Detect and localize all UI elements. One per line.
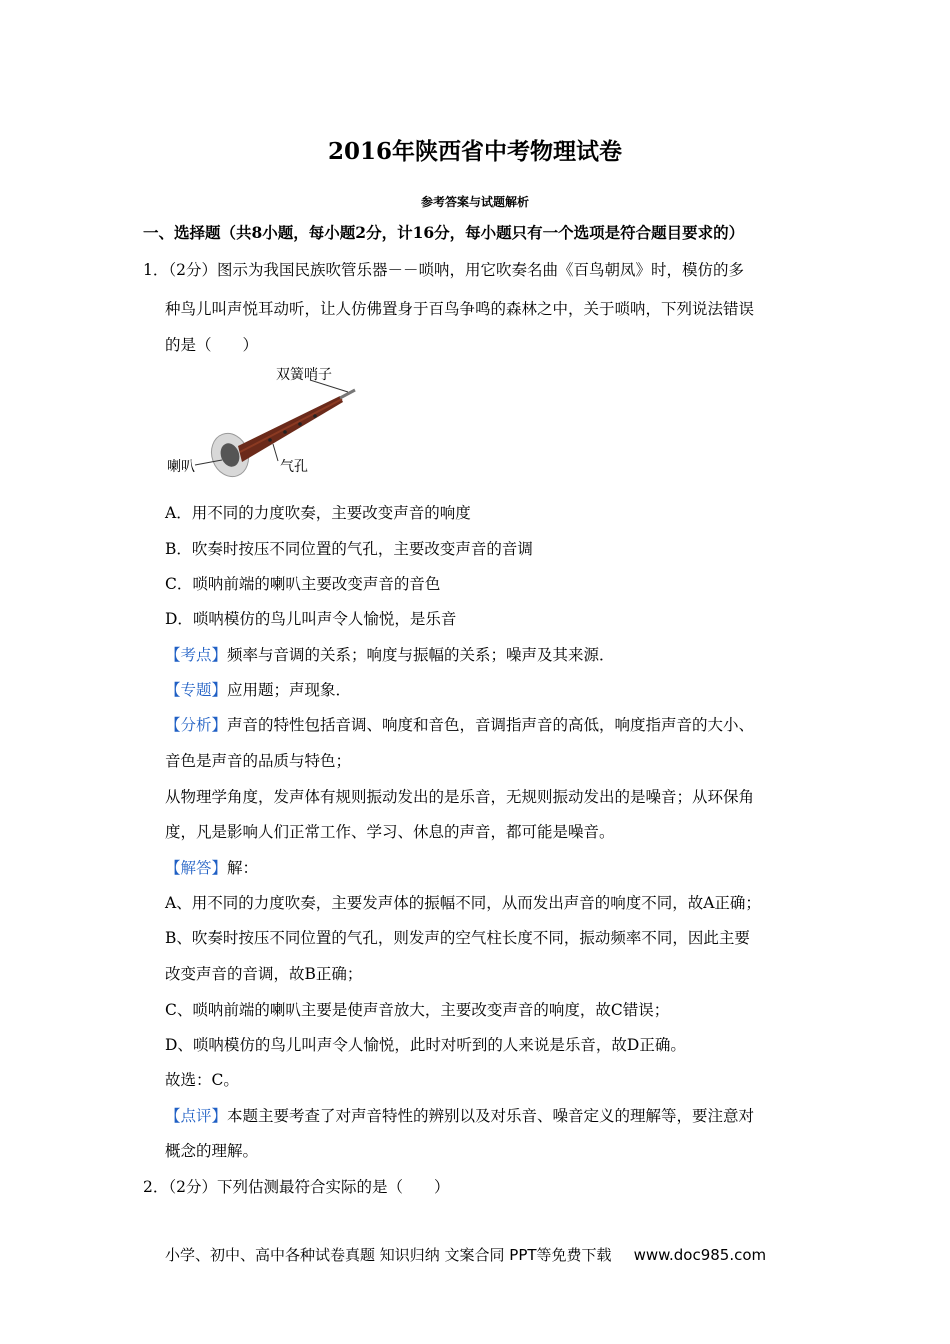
kaodian-row <box>165 643 615 665</box>
page-title: 2016年陕西省中考物理试卷 <box>327 138 622 165</box>
fenxi-line4: 度，凡是影响人们正常工作、学习、休息的声音，都可能是噪音。 <box>165 823 615 841</box>
answer-d: D、唢呐模仿的鸟儿叫声令人愉悦，此时对听到的人来说是乐音，故D正确。 <box>165 1036 686 1054</box>
jieda-text: 解： <box>227 859 259 877</box>
footer-text: 小学、初中、高中各种试卷真题 知识归纳 文案合同 PPT等免费下载 <box>165 1246 612 1264</box>
zhuanti-tag: 【专题】 <box>165 681 228 699</box>
footer <box>165 1244 766 1265</box>
dianping-tag: 【点评】 <box>165 1107 228 1125</box>
answer-choice: 故选：C。 <box>165 1071 239 1089</box>
kaodian-tag: 【考点】 <box>165 646 228 664</box>
answer-a: A、用不同的力度吹奏，主要发声体的振幅不同，从而发出声音的响度不同，故A正确； <box>165 894 761 912</box>
dianping-row <box>165 1104 754 1126</box>
fenxi-line1: 声音的特性包括音调、响度和音色，音调指声音的高低，响度指声音的大小、 <box>227 716 755 734</box>
zhuanti-row <box>165 678 351 700</box>
answer-b-line1: B、吹奏时按压不同位置的气孔，则发声的空气柱长度不同，振动频率不同，因此主要 <box>165 929 750 947</box>
dianping-line2: 概念的理解。 <box>165 1142 259 1160</box>
option-a: A．用不同的力度吹奏，主要改变声音的响度 <box>165 504 471 522</box>
q2-stem: 2．（2分）下列估测最符合实际的是（ ） <box>143 1178 450 1196</box>
kaodian-text: 频率与音调的关系；响度与振幅的关系；噪声及其来源． <box>227 646 615 664</box>
fenxi-line2: 音色是声音的品质与特色； <box>165 752 352 770</box>
q1-stem-line1: 1．（2分）图示为我国民族吹管乐器－－唢呐，用它吹奏名曲《百鸟朝凤》时，模仿的多 <box>143 261 744 279</box>
option-c: C．唢呐前端的喇叭主要改变声音的音色 <box>165 575 441 593</box>
q1-stem-line3: 的是（ ） <box>165 336 259 354</box>
option-b: B．吹奏时按压不同位置的气孔，主要改变声音的音调 <box>165 540 533 558</box>
figure-label-bell: 喇叭 <box>167 459 195 475</box>
option-d: D．唢呐模仿的鸟儿叫声令人愉悦，是乐音 <box>165 610 457 628</box>
figure-label-reed: 双簧哨子 <box>276 367 332 383</box>
zhuanti-text: 应用题；声现象． <box>227 681 352 699</box>
jieda-row <box>165 856 258 878</box>
answer-c: C、唢呐前端的喇叭主要是使声音放大，主要改变声音的响度，故C错误； <box>165 1001 670 1019</box>
dianping-line1: 本题主要考查了对声音特性的辨别以及对乐音、噪音定义的理解等，要注意对 <box>227 1107 755 1125</box>
figure-label-hole: 气孔 <box>280 459 308 475</box>
answer-b-line2: 改变声音的音调，故B正确； <box>165 965 363 983</box>
fenxi-line3: 从物理学角度，发声体有规则振动发出的是乐音，无规则振动发出的是噪音；从环保角 <box>165 788 755 806</box>
section-heading: 一、选择题（共8小题，每小题2分，计16分，每小题只有一个选项是符合题目要求的） <box>143 223 745 242</box>
jieda-tag: 【解答】 <box>165 859 228 877</box>
page-subtitle: 参考答案与试题解析 <box>420 195 529 209</box>
footer-site-link[interactable]: www.doc985.com <box>633 1246 767 1264</box>
q1-stem-line2: 种鸟儿叫声悦耳动听，让人仿佛置身于百鸟争鸣的森林之中，关于唢呐，下列说法错误 <box>165 300 755 318</box>
fenxi-row <box>165 713 754 735</box>
fenxi-tag: 【分析】 <box>165 716 228 734</box>
